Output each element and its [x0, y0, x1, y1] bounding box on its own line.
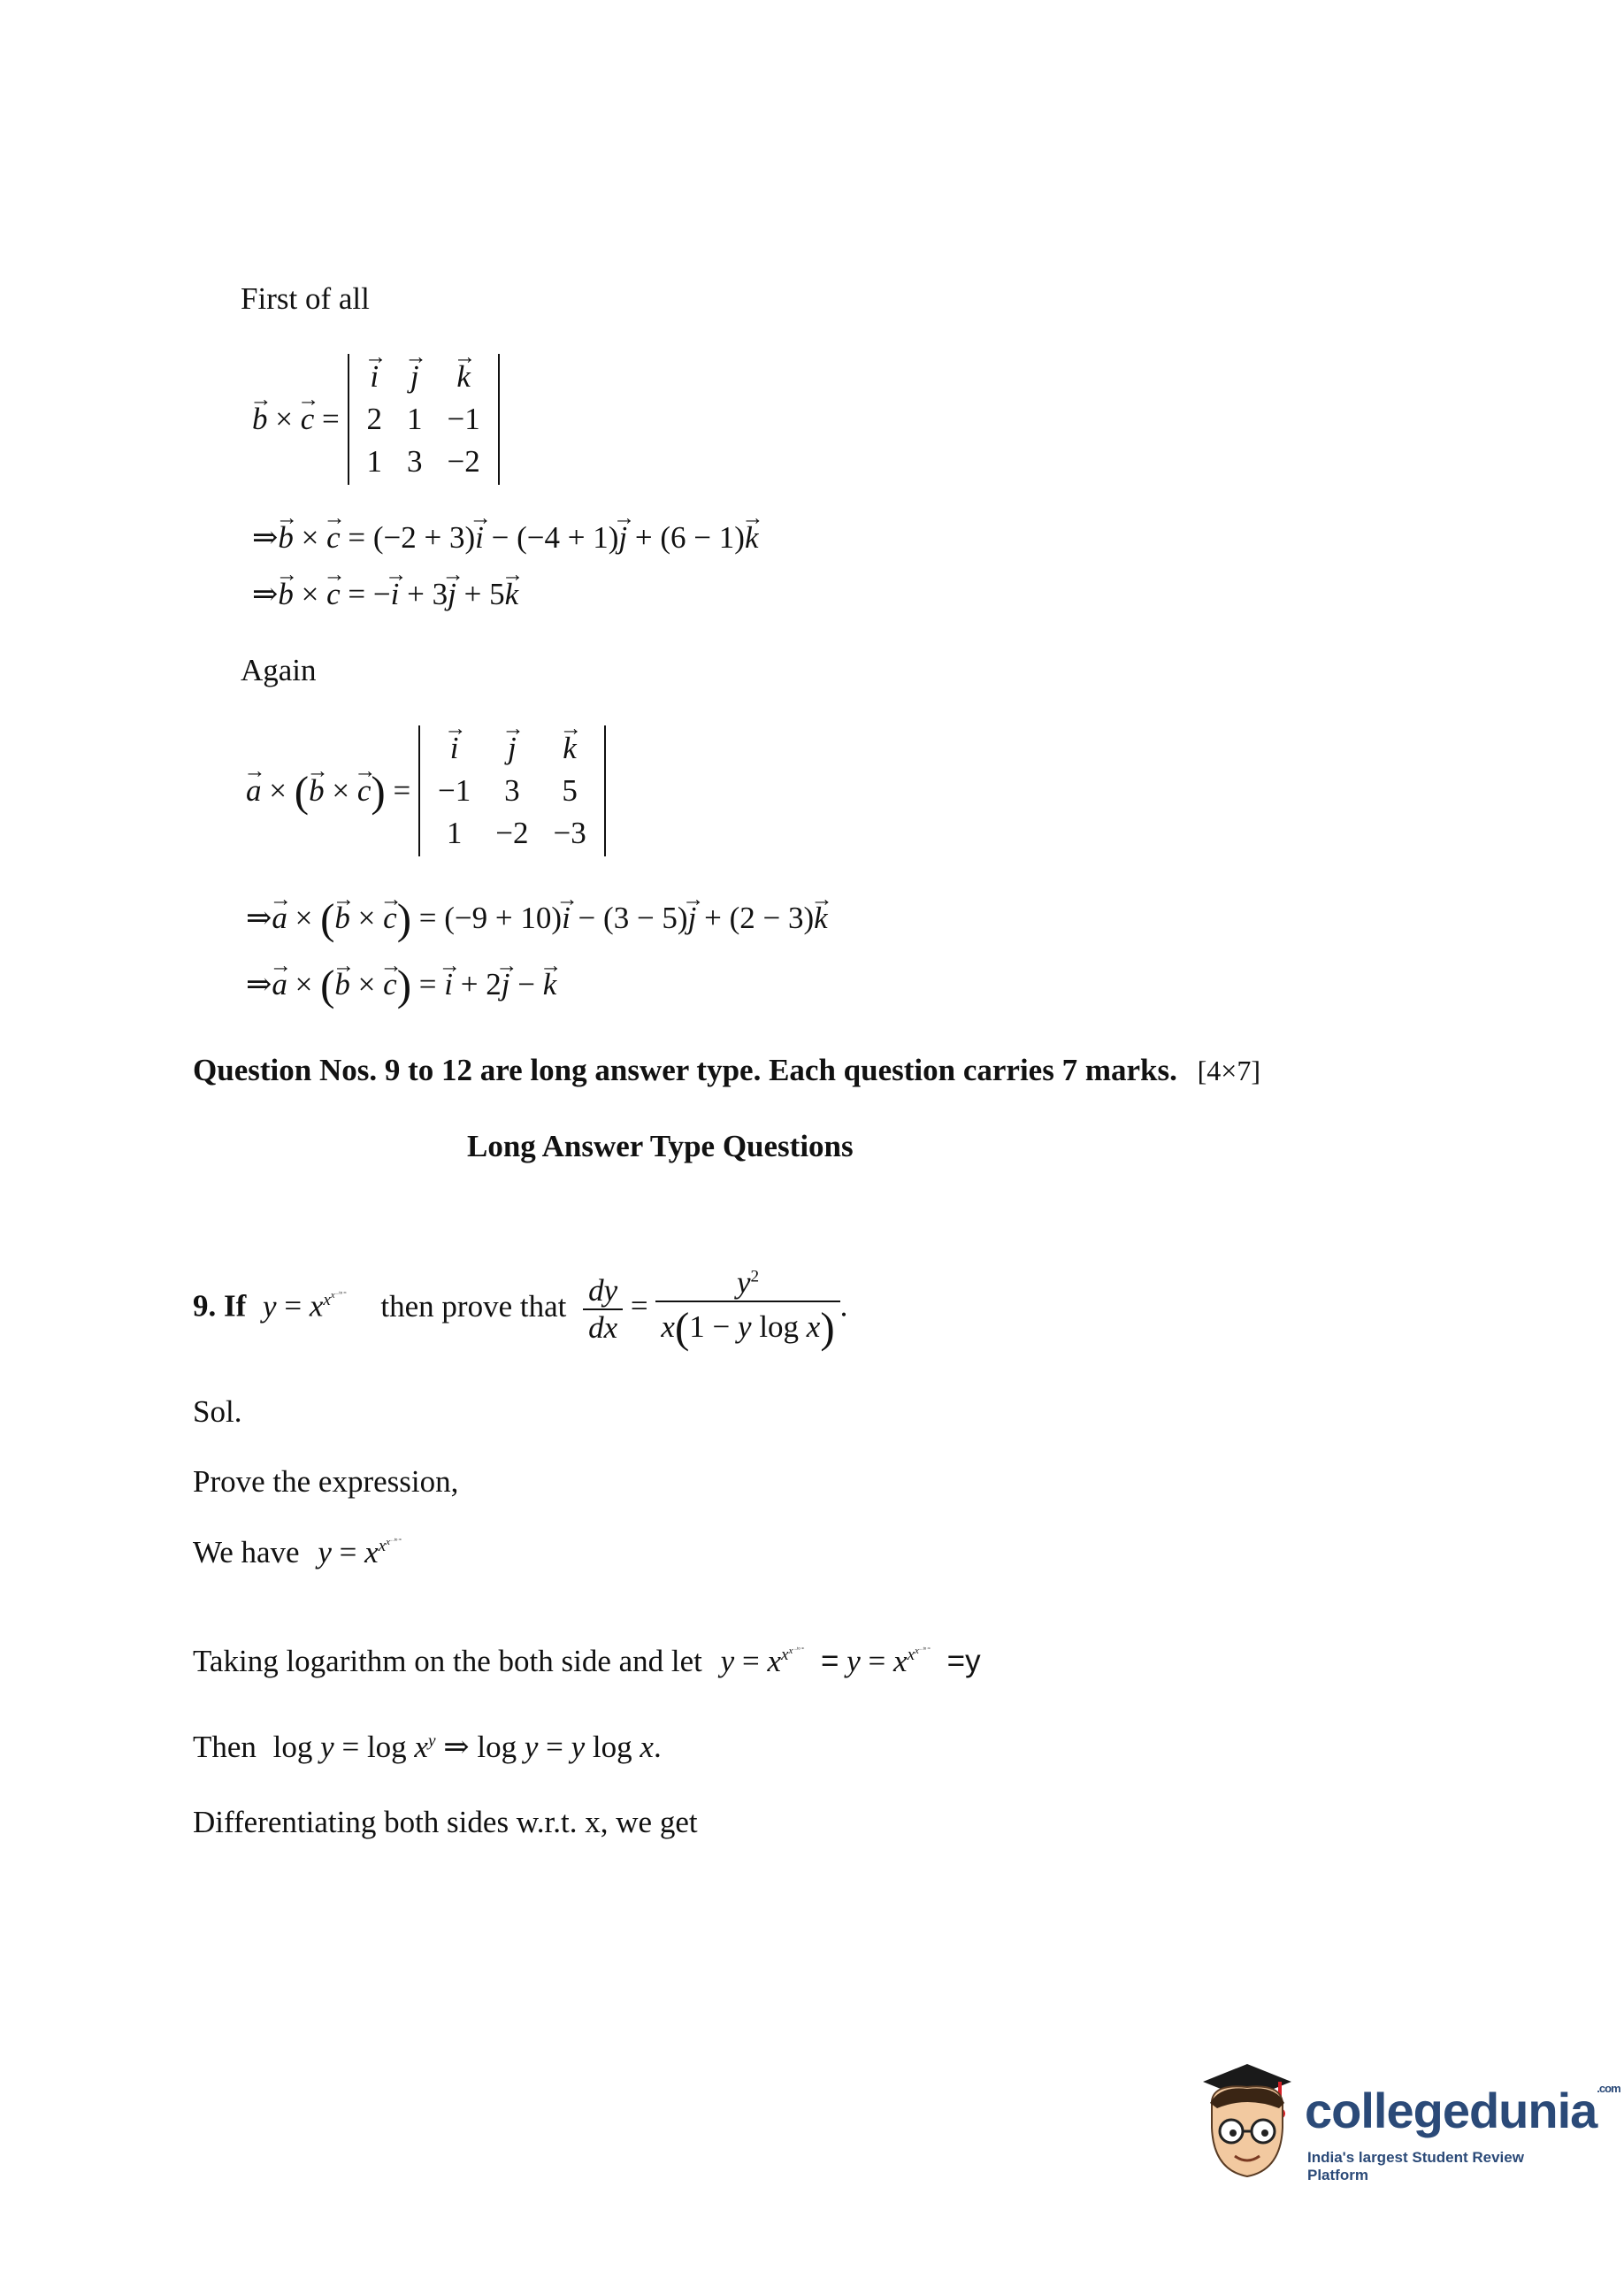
det-cell: 1 — [407, 402, 423, 436]
determinant-2 — [418, 725, 606, 856]
then-line: Then $\log y = \log x^y$ ⇒ log y = y log x. — [193, 1730, 662, 1764]
intro-text: First of all — [241, 281, 370, 316]
differentiating-text: Differentiating both sides w.r.t. x, we get — [193, 1805, 698, 1839]
section-note: Question Nos. 9 to 12 are long answer type. Each question carries 7 marks. [4×7] — [193, 1053, 1260, 1087]
collegedunia-logo — [1194, 2057, 1620, 2190]
det-cell: 5 — [562, 773, 578, 808]
equation-axbxc-determinant: → a × (→ b × → c) = → i → j → k −1 3 5 1 −2 −3 — [246, 725, 606, 856]
det-cell: → k — [540, 727, 598, 770]
determinant-1 — [348, 354, 500, 485]
det-cell: → j — [395, 356, 435, 398]
sol-label: Sol. — [193, 1394, 242, 1429]
det-cell: −2 — [495, 816, 529, 850]
equation-axbxc-result: ⇒→ a × (→ b × → c) = → i + 2→ j − → k — [246, 960, 556, 1010]
logo-suffix: .com — [1597, 2082, 1620, 2095]
logo-tagline: India's largest Student Review Platform — [1307, 2149, 1524, 2183]
det-cell: −1 — [447, 402, 480, 436]
det-cell: 2 — [366, 402, 383, 436]
det-cell: → i — [425, 727, 483, 770]
mascot-icon — [1194, 2057, 1300, 2190]
equation-bxc-determinant: → b × → c = → i → j → k 2 1 −1 1 3 −2 — [252, 354, 500, 485]
logo-brand: collegedunia — [1305, 2083, 1597, 2138]
question-9: 9. If $y = x^{x^{x^{....to \infty}}}$ then prove that $\frac{dy}{dx}$ = $\frac{y^2}{\text{x(1 − y log x)}}$ . — [193, 1265, 848, 1352]
section-heading: Long Answer Type Questions — [467, 1129, 854, 1163]
det-cell: → i — [355, 356, 395, 398]
det-cell: → k — [435, 356, 493, 398]
taking-log-line: Taking logarithm on the both side and let $y = x^{x^{x^{....to \infty}}} = y = x^{x^{x^{....to \infty}}} =y$ — [193, 1644, 981, 1678]
we-have-line: We have $y = x^{x^{x^{....to \infty}}}$ — [193, 1535, 402, 1569]
det-cell: −1 — [437, 773, 471, 808]
det-cell: 1 — [366, 444, 383, 479]
det-cell: 1 — [446, 816, 463, 850]
prove-text: Prove the expression, — [193, 1464, 459, 1499]
equation-axbxc-expand: ⇒→ a × (→ b × → c) = (−9 + 10)→ i − (3 − 5)→ j + (2 − 3)→ k — [246, 894, 828, 944]
equation-bxc-result: ⇒→ b × → c = −→ i + 3→ j + 5→ k — [252, 577, 518, 612]
det-cell: 3 — [407, 444, 423, 479]
equation-bxc-expand: ⇒→ b × → c = (−2 + 3)→ i − (−4 + 1)→ j + (6 − 1)→ k — [252, 520, 759, 556]
det-cell: → j — [483, 727, 540, 770]
det-cell: −2 — [447, 444, 480, 479]
again-text: Again — [241, 653, 317, 687]
det-cell: 3 — [504, 773, 520, 808]
det-cell: −3 — [553, 816, 586, 850]
